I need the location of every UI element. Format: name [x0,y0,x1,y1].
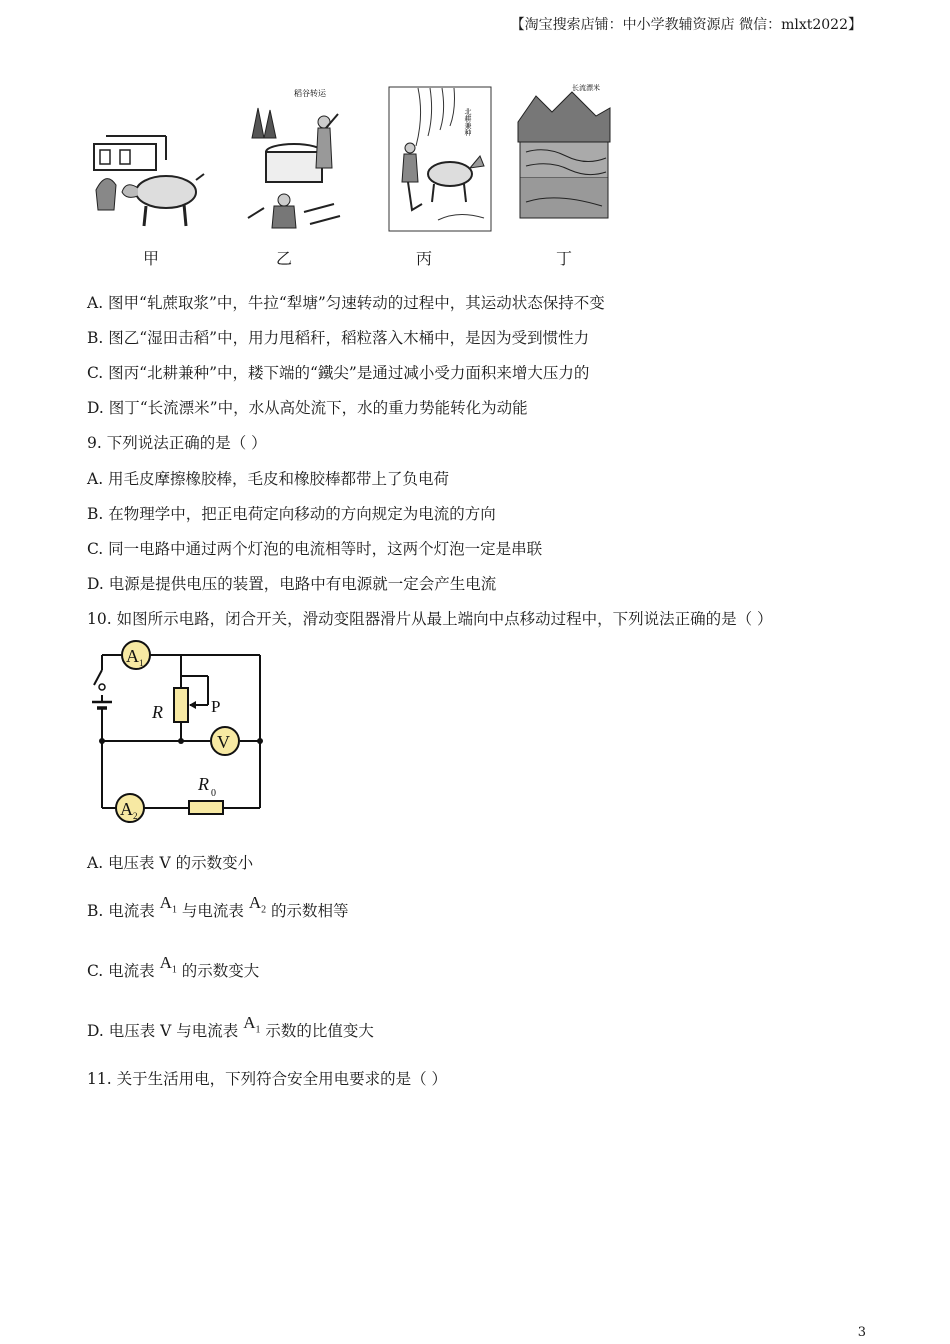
q9-option-b: B. 在物理学中，把正电荷定向移动的方向规定为电流的方向 [87,505,496,523]
r0-letter: R [198,774,209,794]
q9-option-d: D. 电源是提供电压的装置，电路中有电源就一定会产生电流 [87,575,497,593]
q11-stem: 11. 关于生活用电，下列符合安全用电要求的是（ ） [87,1070,448,1088]
q8-option-c: C. 图丙“北耕兼种”中，耧下端的“鐵尖”是通过减小受力面积来增大压力的 [87,364,590,382]
caption-bing: 丙 [416,249,433,268]
caption-ding: 丁 [556,249,573,268]
v-letter: V [217,732,230,752]
page-header-watermark: 【淘宝搜索店铺：中小学教辅资源店 微信：mlxt2022】 [510,17,862,33]
q10-option-a: A. 电压表 V 的示数变小 [87,854,254,872]
q8-option-d: D. 图丁“长流漂米”中，水从高处流下，水的重力势能转化为动能 [87,399,528,417]
a2-sub: 2 [133,811,138,821]
q10-option-c [87,953,260,983]
caption-yi: 乙 [276,249,293,268]
rheostat-r [174,688,188,722]
symbol-a1: $A_1$ [243,1013,261,1036]
figure-yi-threshing [244,88,344,232]
r-label: R [152,702,163,722]
q10-b-pre: B. 电流表 [87,902,160,920]
circuit-diagram [86,640,276,830]
figure-jia-sugarcane-press [86,130,206,230]
symbol-a1: $A_1$ [159,953,177,976]
symbol-a1: $A_1$ [159,893,177,916]
a1-sub: 1 [139,658,144,668]
page-number: 3 [857,1325,866,1340]
q9-option-c: C. 同一电路中通过两个灯泡的电流相等时，这两个灯泡一定是串联 [87,540,543,558]
q10-option-b [87,893,349,923]
q8-option-b: B. 图乙“湿田击稻”中，用力甩稻秆，稻粒落入木桶中，是因为受到惯性力 [87,329,590,347]
a1-letter: A [126,646,139,666]
q10-d-pre: D. 电压表 V 与电流表 [87,1022,244,1040]
q9-option-a: A. 用毛皮摩擦橡胶棒，毛皮和橡胶棒都带上了负电荷 [87,470,450,488]
q10-option-d [87,1013,374,1043]
caption-jia: 甲 [143,249,160,268]
illustration-row [86,82,626,232]
q9-stem: 9. 下列说法正确的是（ ） [87,434,267,452]
r0-sub: 0 [211,788,216,799]
figure-bing-label: 北耕兼种 [464,108,472,136]
q10-c-pre: C. 电流表 [87,962,160,980]
q10-c-post: 的示数变大 [176,962,260,980]
figure-ding-label: 长流漂米 [572,84,600,92]
a2-letter: A [120,799,133,819]
q10-b-post: 的示数相等 [266,902,349,920]
switch-lever [94,670,102,685]
symbol-a2: $A_2$ [248,893,267,916]
q8-option-a: A. 图甲“轧蔗取浆”中，牛拉“犁塘”匀速转动的过程中，其运动状态保持不变 [87,294,605,312]
q10-stem: 10. 如图所示电路，闭合开关，滑动变阻器滑片从最上端向中点移动过程中，下列说法正确的是（ ） [87,610,773,628]
figure-ding-water-mill [516,82,612,230]
q10-b-mid: 与电流表 [176,902,249,920]
figure-bing-plowing [388,86,492,232]
figure-yi-label: 稻谷转运 [294,89,326,98]
resistor-r0 [189,801,223,814]
p-label: P [211,697,221,716]
q10-d-post: 示数的比值变大 [260,1022,374,1040]
